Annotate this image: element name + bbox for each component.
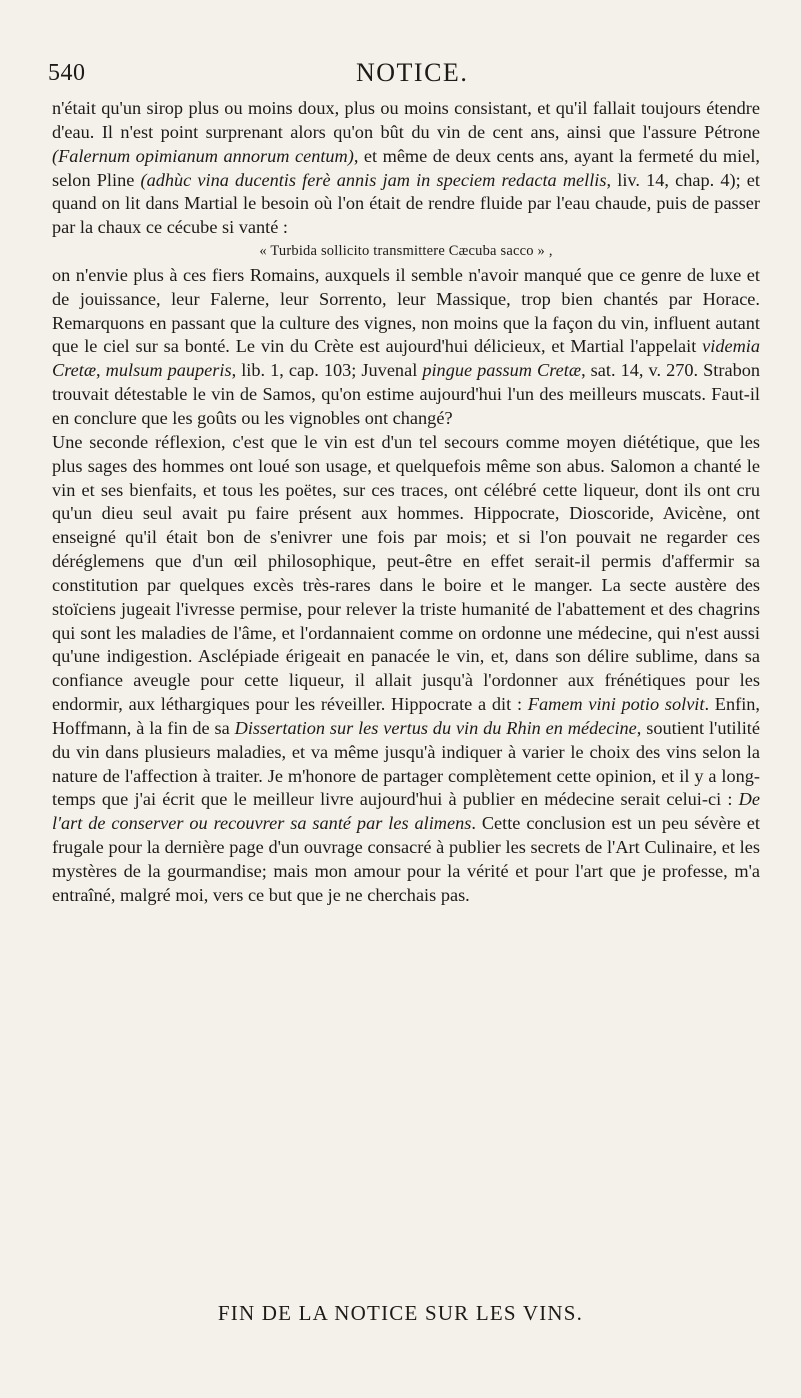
latin-citation: Famem vini potio solvit — [527, 694, 705, 715]
end-title: FIN DE LA NOTICE SUR LES VINS. — [217, 1301, 584, 1325]
paragraph — [52, 264, 760, 431]
page-header — [48, 58, 758, 92]
page-number: 540 — [48, 60, 86, 86]
text-run: , — [96, 360, 106, 381]
latin-citation: mulsum pauperis — [105, 360, 232, 381]
text-run: n'était qu'un sirop plus ou moins doux, plus ou moins consistant, et qu'il fallait toujours étendre d'eau. Il n'est point surprenant alors qu'on bût du vin de cent ans, ainsi que l'assure Pétrone — [52, 98, 760, 142]
book-title: De l'art de conserver ou recouvrer sa santé par les alimens — [52, 789, 760, 834]
text-run: . Cette conclusion est un peu sévère et frugale pour la dernière page d'un ouvrage consacré à publier les secrets de l'Art Culinaire, et les mystères de la gourmandise; mais mon amour pour la vérité et pour l'art que je professe, m'a entraîné, malgré moi, vers ce but que je ne cherchais pas. — [52, 813, 760, 905]
text-run: . Enfin, Hoffmann, à la fin de sa — [52, 694, 760, 738]
text-run: Une seconde réflexion, c'est que le vin est d'un tel secours comme moyen diététique, que les plus sages des hommes ont loué son usage, et quelquefois même son abus. Salomon a chanté le vin et ses bienfaits, et tous les poëtes, sur ces traces, ont célébré cette liqueur, dont ils ont cru qu'un dieu seul avait pu faire présent aux hommes. Hippocrate, Dioscoride, Avicène, ont enseigné qu'il était bon de s'enivrer une fois par mois; et si l'on pouvait ne regarder ces déréglemens que d'un œil philosophique, peut-être en effet serait-il permis d'affermir sa constitution par quelques excès très-rares dans le boire et le manger. La secte austère des stoïciens jugeait l'ivresse permise, pour relever la triste humanité de l'abattement et des chagrins qui sont les maladies de l'âme, et l'ordannaient comme on ordonne une médecine, qui n'est aussi qu'une indigestion. Asclépiade érigeait en panacée le vin, et, dans son délire sublime, dans sa confiance aveugle pour cette liqueur, il allait jusqu'à l'ordonner aux frénétiques pour les endormir, aux léthargiques pour les réveiller. Hippocrate a dit : — [52, 431, 760, 715]
latin-citation: (Falernum opimianum annorum centum) — [52, 145, 354, 166]
paragraph-continued — [52, 97, 760, 240]
book-title: Dissertation sur les vertus du vin du Rhin en médecine — [234, 717, 637, 738]
paragraph — [52, 431, 760, 908]
running-head: NOTICE. — [356, 58, 469, 87]
text-run: on n'envie plus à ces fiers Romains, auxquels il semble n'avoir manqué que ce genre de luxe et de jouissance, leur Falerne, leur Sorrento, leur Massique, trop bien chantés par Horace. Remarquons en passant que la culture des vignes, non moins que la façon du vin, influent autant que le ciel sur sa bonté. Le vin du Crète est aujourd'hui délicieux, et Martial l'appelait — [52, 264, 760, 357]
text-run: , et même de deux cents ans, ayant la fermeté du miel, selon Pline — [52, 145, 760, 190]
latin-citation: (adhùc vina ducentis ferè annis jam in speciem redacta mellis — [140, 169, 607, 190]
latin-citation: videmia Cretæ — [52, 336, 760, 381]
text-run: , sat. 14, v. 270. Strabon trouvait détestable le vin de Samos, qu'on estime aujourd'hui l'un des meilleurs muscats. Faut-il en conclure que les goûts ou les vignobles ont changé? — [52, 360, 761, 428]
text-run: , lib. 1, cap. 103; Juvenal — [231, 360, 423, 381]
block-quotation: « Turbida sollicito transmittere Cæcuba sacco » , — [259, 243, 553, 260]
text-run: , liv. 14, chap. 4); et quand on lit dans Martial le besoin où l'on était de rendre fluide par l'eau chaude, puis de passer par la chaux ce cécube si vanté : — [52, 169, 761, 238]
text-run: , soutient l'utilité du vin dans plusieurs maladies, et va même jusqu'à indiquer à varier le choix des vins selon la nature de l'affection à traiter. Je m'honore de partager complètement cette opinion, et il y a long-temps que j'ai écrit que le meilleur livre aujourd'hui à publier en médecine serait celui-ci : — [52, 717, 760, 810]
latin-citation: pingue passum Cretæ — [422, 360, 582, 381]
body-text — [52, 97, 760, 908]
